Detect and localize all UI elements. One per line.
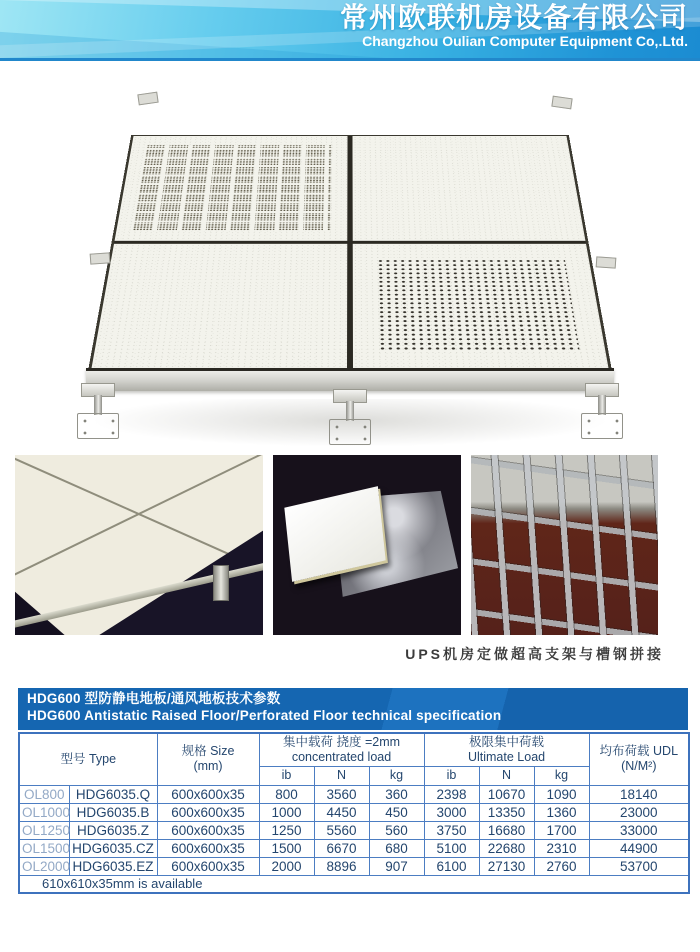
thumb-floor-tiles-closeup (15, 455, 263, 635)
steel-beams (471, 455, 658, 635)
cell-size: 600x600x35 (157, 803, 259, 821)
table-row (19, 785, 689, 803)
spec-table (18, 732, 690, 894)
cell-u_kg: 1360 (534, 803, 589, 821)
cell-c_kg: 680 (369, 839, 424, 857)
cell-u_n: 13350 (479, 803, 534, 821)
floor-panels-perspective (88, 135, 612, 371)
pedestal-right (578, 383, 626, 439)
main-product-photo (50, 77, 650, 449)
cell-type: OL2000 (19, 857, 69, 875)
cell-c_n: 6670 (314, 839, 369, 857)
col-header-type: 型号 Type (19, 733, 157, 785)
subcol-n: N (314, 767, 369, 785)
cell-model: HDG6035.CZ (69, 839, 157, 857)
thumb-steel-framework (471, 455, 658, 635)
col-group-ultimate (424, 733, 589, 767)
size-unit: (mm) (193, 759, 223, 774)
cell-u_ib: 6100 (424, 857, 479, 875)
size-label: 规格 Size (181, 743, 235, 758)
subcol-n: N (479, 767, 534, 785)
cell-udl: 44900 (589, 839, 689, 857)
cell-c_n: 5560 (314, 821, 369, 839)
cell-u_n: 16680 (479, 821, 534, 839)
stringer-tab (596, 256, 617, 268)
col-header-udl (589, 733, 689, 785)
floor-panel-grid (88, 135, 612, 371)
stringer-tab (137, 92, 158, 106)
holes-pattern (376, 259, 580, 352)
cell-model: HDG6035.Z (69, 821, 157, 839)
company-name-english: Changzhou Oulian Computer Equipment Co,.Ltd. (362, 33, 688, 50)
cell-c_ib: 1250 (259, 821, 314, 839)
udl-label: 均布荷载 UDL (599, 743, 679, 758)
panel-ornate-perforated (115, 136, 348, 241)
cell-u_n: 27130 (479, 857, 534, 875)
cell-udl: 53700 (589, 857, 689, 875)
panel-solid (91, 244, 347, 369)
table-row (19, 857, 689, 875)
cell-u_ib: 2398 (424, 785, 479, 803)
cell-u_ib: 3000 (424, 803, 479, 821)
header-row-groups (19, 733, 689, 767)
panel-round-hole-perforated (353, 244, 609, 369)
pedestal-stem (94, 395, 102, 415)
spec-title-chinese: HDG600 型防静电地板/通风地板技术参数 (27, 691, 281, 706)
cell-c_kg: 360 (369, 785, 424, 803)
cell-u_kg: 2310 (534, 839, 589, 857)
cell-udl: 23000 (589, 803, 689, 821)
spec-title-bar (18, 688, 688, 730)
cell-udl: 18140 (589, 785, 689, 803)
ultimate-cn: 极限集中荷载 (469, 734, 545, 749)
photo-thumbnails-row (15, 455, 700, 635)
subcol-ib: ib (259, 767, 314, 785)
cell-size: 600x600x35 (157, 785, 259, 803)
cell-udl: 33000 (589, 821, 689, 839)
table-footnote-row (19, 875, 689, 893)
cell-c_n: 8896 (314, 857, 369, 875)
cell-u_n: 22680 (479, 839, 534, 857)
cell-model: HDG6035.Q (69, 785, 157, 803)
cell-c_n: 4450 (314, 803, 369, 821)
subcol-ib: ib (424, 767, 479, 785)
cell-u_kg: 1090 (534, 785, 589, 803)
cell-type: OL1250 (19, 821, 69, 839)
cell-type: OL800 (19, 785, 69, 803)
col-header-size (157, 733, 259, 785)
panel-side-edge (86, 368, 614, 391)
cell-c_kg: 907 (369, 857, 424, 875)
spec-table-body (19, 785, 689, 875)
cell-u_ib: 5100 (424, 839, 479, 857)
table-row (19, 839, 689, 857)
cell-size: 600x600x35 (157, 821, 259, 839)
cell-u_kg: 1700 (534, 821, 589, 839)
pedestal-base (77, 413, 119, 439)
cell-model: HDG6035.EZ (69, 857, 157, 875)
company-header-banner (0, 0, 700, 61)
stringer-tab (90, 252, 111, 264)
cell-u_kg: 2760 (534, 857, 589, 875)
cell-c_ib: 1500 (259, 839, 314, 857)
cell-type: OL1500 (19, 839, 69, 857)
spec-section (18, 688, 688, 894)
udl-unit: (N/M²) (621, 759, 657, 774)
cell-u_ib: 3750 (424, 821, 479, 839)
ultimate-en: Ultimate Load (467, 750, 546, 764)
company-name-chinese: 常州欧联机房设备有限公司 (339, 2, 688, 33)
pedestal-left (74, 383, 122, 439)
cell-c_ib: 2000 (259, 857, 314, 875)
pedestal-stem (346, 401, 354, 421)
photo-caption: UPS机房定做超高支架与槽钢拼接 (405, 646, 664, 662)
cell-size: 600x600x35 (157, 857, 259, 875)
spec-title-english: HDG600 Antistatic Raised Floor/Perforated Floor technical specification (27, 707, 502, 723)
col-group-concentrated (259, 733, 424, 767)
thumb-panel-cross-section (273, 455, 461, 635)
dark-underfloor (15, 455, 263, 635)
cell-c_ib: 800 (259, 785, 314, 803)
grille-pattern (133, 145, 333, 231)
pedestal-stem (598, 395, 606, 415)
cell-c_kg: 560 (369, 821, 424, 839)
cell-model: HDG6035.B (69, 803, 157, 821)
stringer-tab (551, 96, 572, 110)
cell-c_n: 3560 (314, 785, 369, 803)
panel-solid (353, 136, 586, 241)
pedestal-base (581, 413, 623, 439)
concentrated-en: concentrated load (291, 750, 392, 764)
cell-size: 600x600x35 (157, 839, 259, 857)
footnote: 610x610x35mm is available (19, 875, 689, 893)
cell-u_n: 10670 (479, 785, 534, 803)
table-row (19, 803, 689, 821)
pedestal-base (329, 419, 371, 445)
pedestal-center (326, 389, 374, 445)
concentrated-cn: 集中载荷 挠度 =2mm (283, 734, 401, 749)
subcol-kg: kg (534, 767, 589, 785)
subcol-kg: kg (369, 767, 424, 785)
cell-type: OL1000 (19, 803, 69, 821)
table-row (19, 821, 689, 839)
cell-c_kg: 450 (369, 803, 424, 821)
mini-pedestal (213, 565, 229, 601)
cell-c_ib: 1000 (259, 803, 314, 821)
